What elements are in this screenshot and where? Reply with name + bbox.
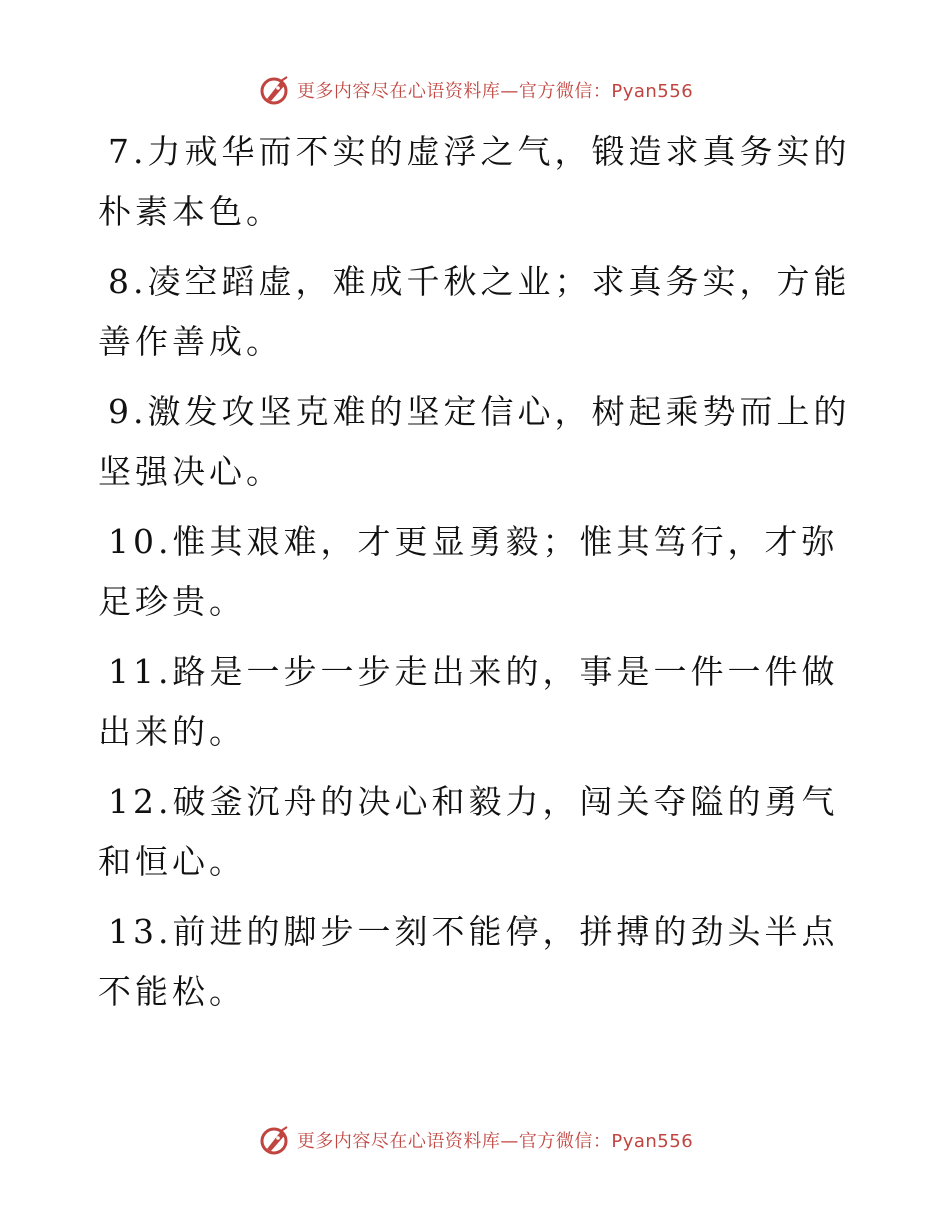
header-banner: [0, 70, 950, 110]
list-item: 11.路是一步一步走出来的，事是一件一件做出来的。: [98, 652, 839, 751]
list-item: 9.激发攻坚克难的坚定信心，树起乘势而上的坚强决心。: [98, 392, 851, 491]
pen-nib-logo-icon: [257, 1123, 291, 1157]
list-item: 12.破釜沉舟的决心和毅力，闯关夺隘的勇气和恒心。: [98, 782, 839, 881]
footer-text: 更多内容尽在心语资料库—官方微信：Pyan556: [296, 1131, 694, 1152]
list-item: 7.力戒华而不实的虚浮之气，锻造求真务实的朴素本色。: [98, 132, 851, 231]
list-item: 8.凌空蹈虚，难成千秋之业；求真务实，方能善作善成。: [98, 262, 851, 361]
list-item: 10.惟其艰难，才更显勇毅；惟其笃行，才弥足珍贵。: [98, 522, 839, 621]
footer-banner: [0, 1120, 950, 1160]
quote-list: [98, 122, 858, 1032]
header-text: 更多内容尽在心语资料库—官方微信：Pyan556: [296, 81, 694, 102]
pen-nib-logo-icon: [257, 73, 291, 107]
list-item: 13.前进的脚步一刻不能停，拼搏的劲头半点不能松。: [98, 912, 839, 1011]
